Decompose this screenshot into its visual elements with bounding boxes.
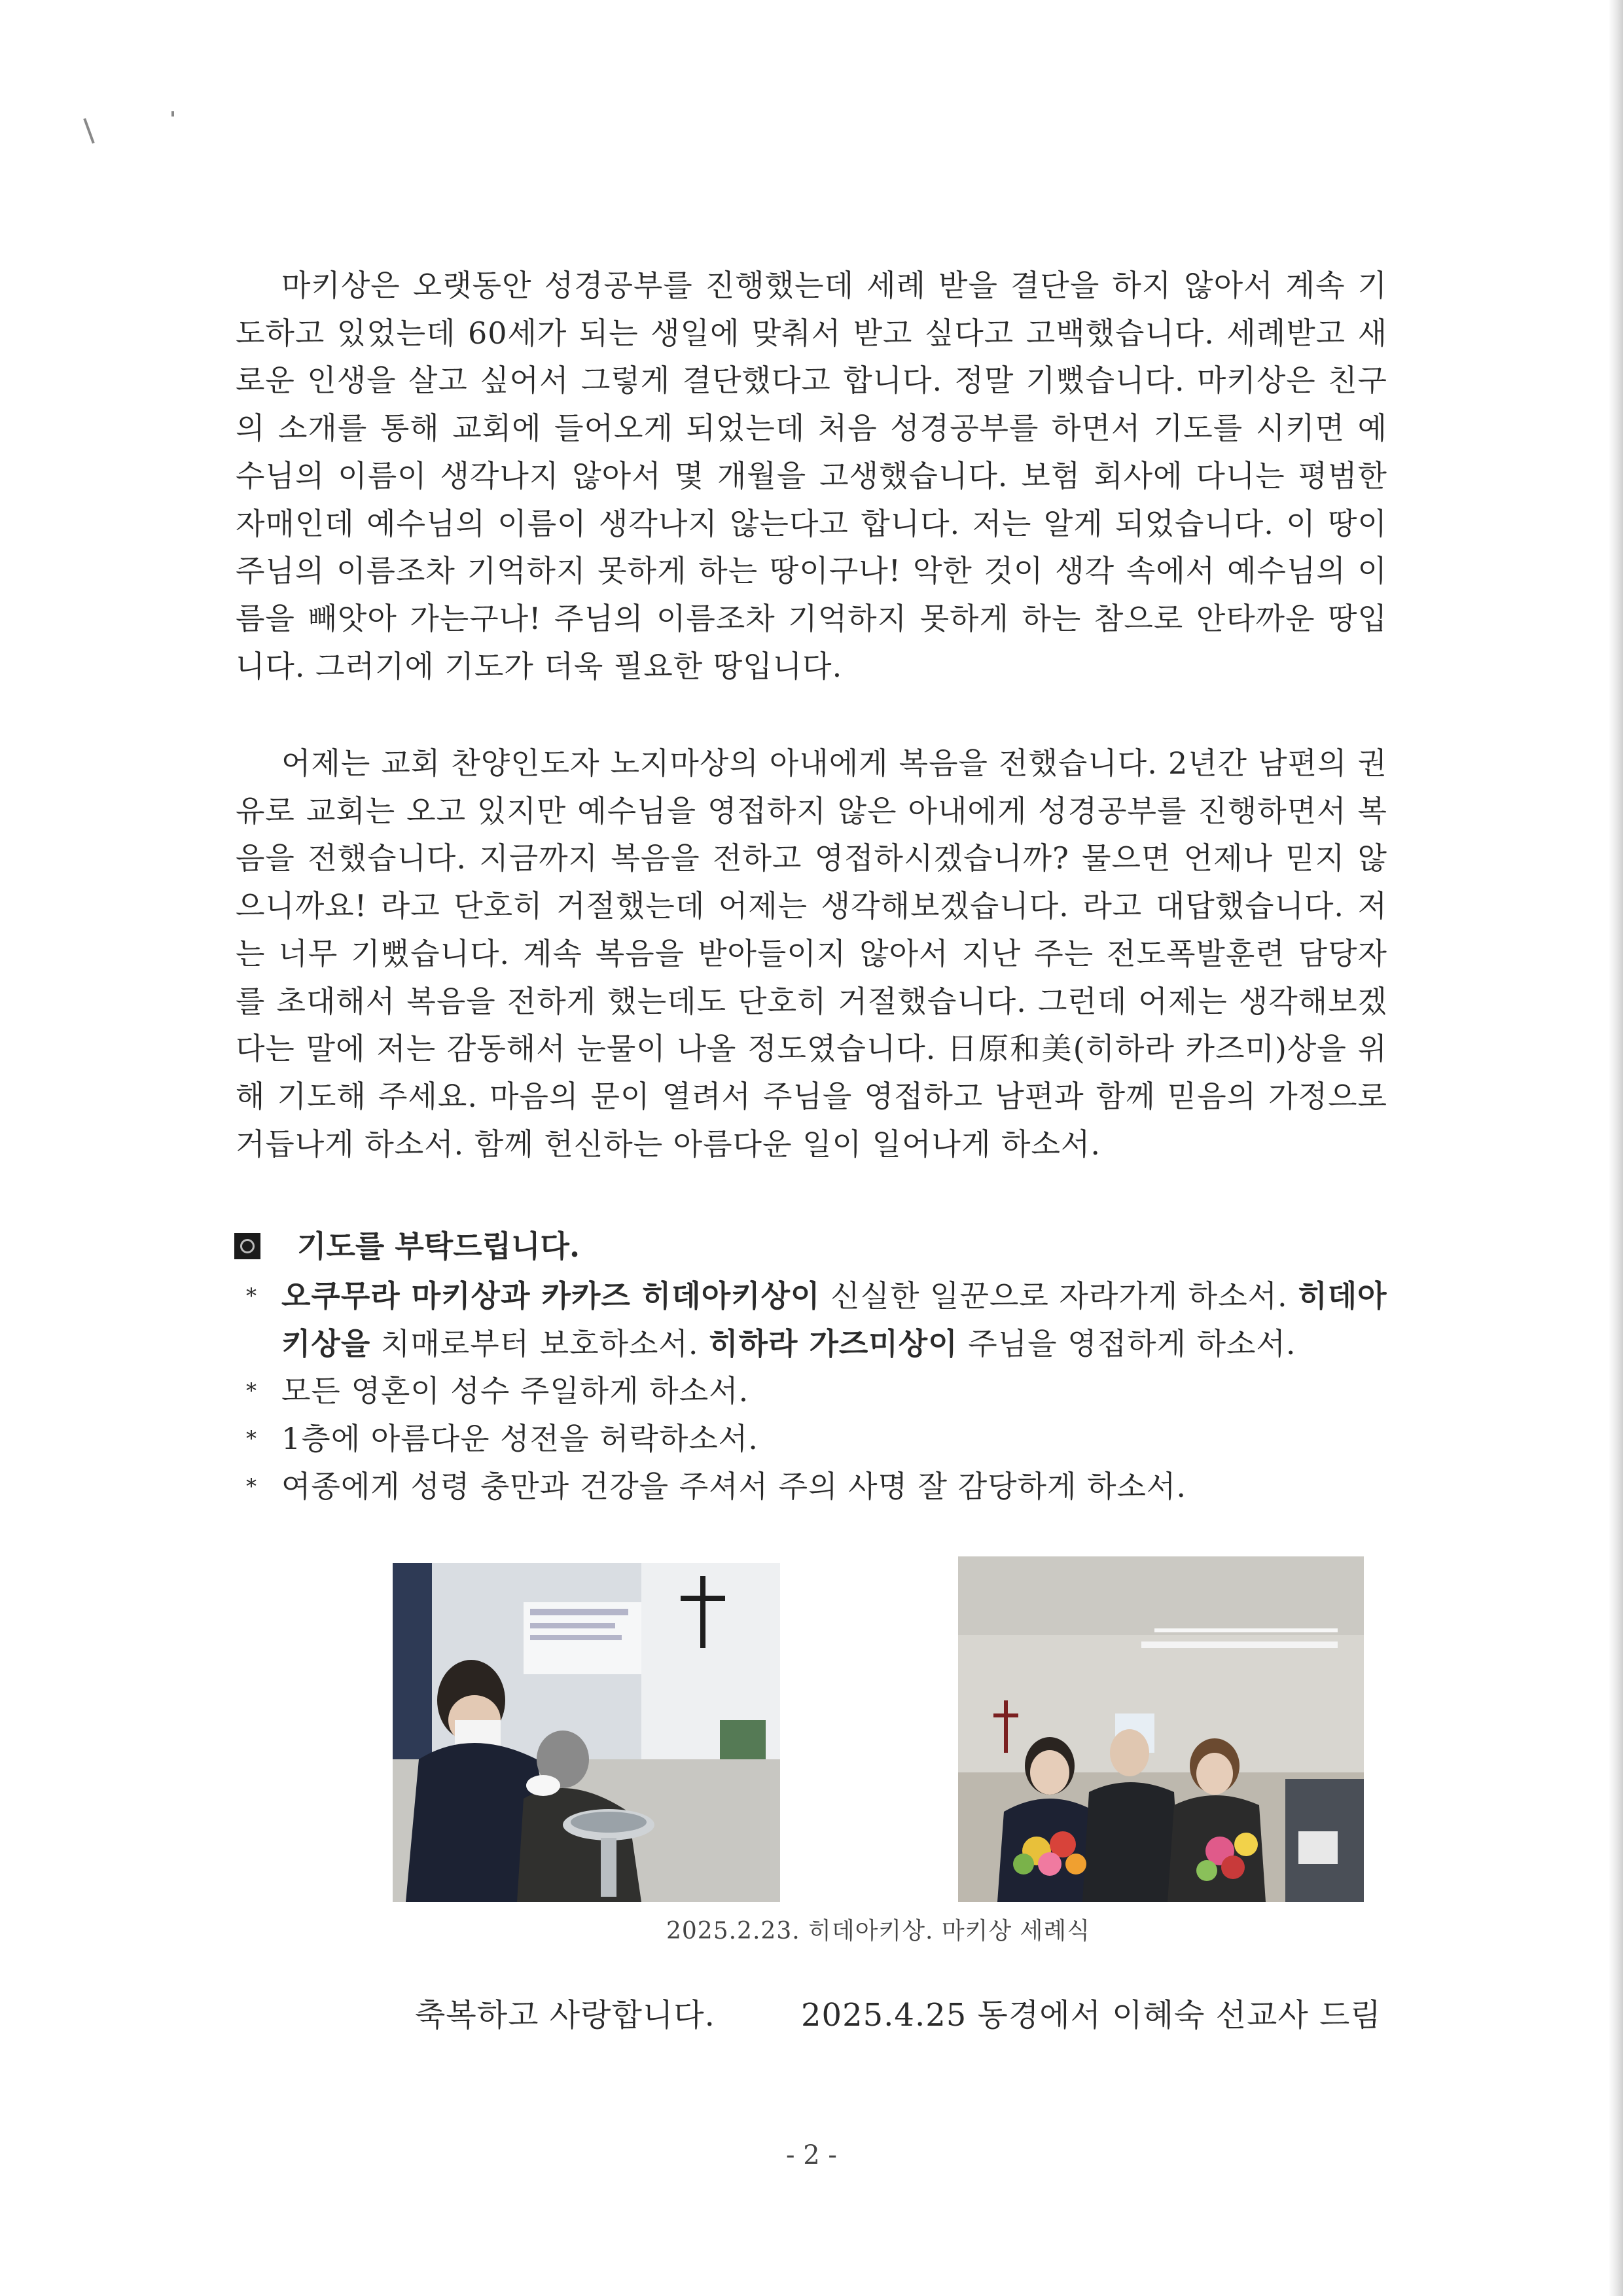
photo-caption: 2025.2.23. 히데아키상. 마키상 세례식 (666, 1918, 1090, 1945)
prayer-item (246, 1463, 1398, 1511)
prayer-item (246, 1272, 1398, 1367)
prayer-name-bold: 오쿠무라 마키상과 카카즈 히데아키상이 (281, 1278, 821, 1314)
prayer-name-bold: 히하라 가즈미상이 (709, 1325, 958, 1361)
body-paragraph-2 (236, 740, 1387, 1168)
prayer-text: 치매로부터 보호하소서. (370, 1325, 709, 1361)
asterisk-bullet: * (246, 1378, 257, 1404)
page-number: - 2 - (786, 2140, 837, 2170)
prayer-item (246, 1367, 1398, 1415)
prayer-text: 여종에게 성령 충만과 건강을 주셔서 주의 사명 잘 감당하게 하소서. (281, 1468, 1186, 1504)
body-paragraph-1 (236, 262, 1387, 690)
asterisk-bullet: * (246, 1473, 257, 1499)
prayer-name-bold: 히데아키상을 (281, 1278, 1387, 1361)
prayer-heading-text: 기도를 부탁드립니다. (297, 1229, 580, 1264)
paragraph-1-text: 마키상은 오랫동안 성경공부를 진행했는데 세례 받을 결단을 하지 않아서 계속 기도하고 있었는데 60세가 되는 생일에 맞춰서 받고 싶다고 고백했습니다. 세례받고 새로운 인생을 살고 싶어서 그렇게 결단했다고 합니다. 정말 기뻤습니다. 마키상은 친구의 소개를 통해 교회에 들어오게 되었는데 처음 성경공부를 하면서 기도를 시키면 예수님의 이름이 생각나지 않아서 몇 개월을 고생했습니다. 보험 회사에 다니는 평범한 자매인데 예수님의 이름이 생각나지 않는다고 합니다. 저는 알게 되었습니다. 이 땅이 주님의 이름조차 기억하지 못하게 하는 땅이구나! 악한 것이 생각 속에서 예수님의 이름을 빼앗아 가는구나! 주님의 이름조차 기억하지 못하게 하는 참으로 안타까운 땅입니다. 그러기에 기도가 더욱 필요한 땅입니다. (236, 268, 1387, 684)
prayer-text: 신실한 일꾼으로 자라가게 하소서. (820, 1278, 1298, 1314)
group-flowers-photo (958, 1556, 1364, 1902)
closing-signature: 2025.4.25 동경에서 이혜숙 선교사 드림 (801, 1997, 1382, 2034)
baptism-photo (393, 1563, 780, 1902)
paragraph-2-text: 어제는 교회 찬양인도자 노지마상의 아내에게 복음을 전했습니다. 2년간 남편의 권유로 교회는 오고 있지만 예수님을 영접하지 않은 아내에게 성경공부를 진행하면서 복음을 전했습니다. 지금까지 복음을 전하고 영접하시겠습니까? 물으면 언제나 믿지 않으니까요! 라고 단호히 거절했는데 어제는 생각해보겠습니다. 라고 대답했습니다. 저는 너무 기뻤습니다. 계속 복음을 받아들이지 않아서 지난 주는 전도폭발훈련 담당자를 초대해서 복음을 전하게 했는데도 단호히 거절했습니다. 그런데 어제는 생각해보겠다는 말에 저는 감동해서 눈물이 나올 정도였습니다. 日原和美(히하라 카즈미)상을 위해 기도해 주세요. 마음의 문이 열려서 주님을 영접하고 남편과 함께 믿음의 가정으로 거듭나게 하소서. 함께 헌신하는 아름다운 일이 일어나게 하소서. (236, 745, 1387, 1162)
prayer-text: 1층에 아름다운 성전을 허락하소서. (281, 1421, 758, 1457)
prayer-list (246, 1272, 1398, 1511)
prayer-heading (234, 1223, 580, 1270)
closing-greeting: 축복하고 사랑합니다. (415, 1997, 715, 2034)
prayer-text: 주님을 영접하게 하소서. (957, 1325, 1296, 1361)
asterisk-bullet: * (246, 1426, 257, 1452)
square-bullet-icon (234, 1233, 260, 1259)
scan-speck (171, 111, 174, 117)
scan-speck (83, 118, 94, 144)
prayer-item (246, 1415, 1398, 1463)
scan-edge-shadow (1609, 0, 1623, 2296)
asterisk-bullet: * (246, 1283, 257, 1308)
prayer-text: 모든 영혼이 성수 주일하게 하소서. (281, 1373, 749, 1409)
